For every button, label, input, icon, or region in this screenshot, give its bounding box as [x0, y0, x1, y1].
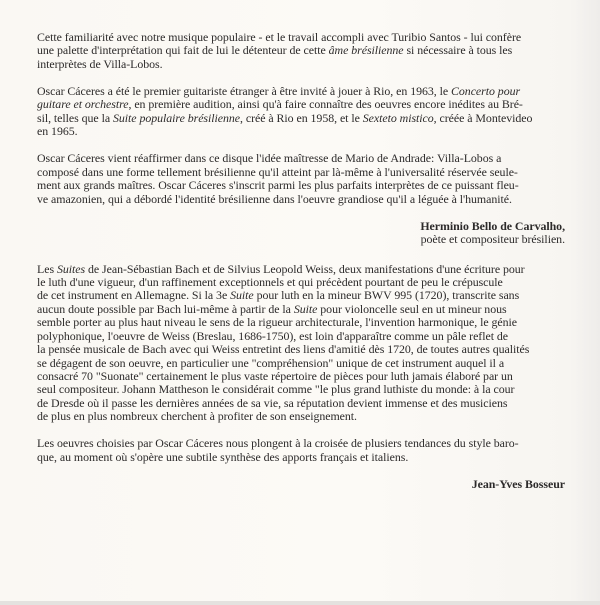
text-line	[37, 98, 567, 111]
text-line	[37, 179, 567, 192]
italic-title: Suite populaire brésilienne	[113, 110, 241, 125]
text-line	[37, 152, 567, 165]
italic-title: âme brésilienne	[328, 43, 404, 58]
text-line	[37, 357, 567, 370]
paragraph-familiarite	[37, 31, 567, 71]
text-line	[37, 437, 567, 450]
text-run: ment aux grands maîtres. Oscar Cáceres s'inscrit parmi les plus parfaits interprètes de ce puissant fleu-	[37, 178, 519, 193]
signature-role: poète et compositeur brésilien.	[420, 232, 565, 247]
italic-title: Suite	[230, 288, 254, 303]
text-line	[37, 370, 567, 383]
text-run: , en première audition, ainsi qu'à faire connaître des oeuvres encore inédites au Bré-	[128, 97, 523, 112]
text-run: seul compositeur. Johann Mattheson le considérait comme "le plus grand luthiste du monde: à la cour	[37, 382, 515, 397]
text-run: une palette d'interprétation qui fait de lui le détenteur de cette	[37, 43, 329, 58]
paragraph-rio	[37, 85, 567, 139]
liner-notes-text	[37, 31, 567, 507]
text-run: consacré 70 "Suonate" certainement le plus vaste répertoire de pièces pour luth jamais élaboré par un	[37, 368, 513, 383]
text-run: de Jean-Sébastian Bach et de Silvius Leopold Weiss, deux manifestations d'une écriture pour	[85, 261, 525, 276]
signature-name: Jean-Yves Bosseur	[471, 476, 565, 491]
paragraphs-bosseur	[37, 263, 567, 464]
page-bottom-edge	[0, 601, 600, 605]
text-run: sil, telles que la	[37, 110, 113, 125]
text-run: de Dresde où il passe les dernières années de sa vie, sa réputation devient immense et des musiciens	[37, 395, 508, 410]
text-run: , créée à Montevideo	[433, 110, 533, 125]
text-line	[37, 289, 567, 302]
text-line	[37, 263, 567, 276]
text-run: polyphonique, l'oeuvre de Weiss (Breslau, 1686-1750), est loin d'apparaître comme un pâle reflet de	[37, 328, 509, 343]
text-line	[37, 31, 567, 44]
signature-herminio	[37, 220, 567, 247]
text-run: le luth d'une vigueur, d'un raffinement exceptionnels et qui précèdent pourtant de peu le crépuscule	[37, 275, 503, 290]
signature-name: Herminio Bello de Carvalho,	[420, 218, 565, 233]
text-line	[37, 330, 567, 343]
text-run: Oscar Cáceres a été le premier guitariste étranger à être invité à jouer à Rio, en 1963, le	[37, 84, 452, 99]
text-line	[37, 316, 567, 329]
italic-title: Suite	[293, 301, 318, 316]
text-line	[37, 85, 567, 98]
text-run: semble porter au plus haut niveau le sens de la rigueur architecturale, l'invention harmonique, le génie	[37, 315, 517, 330]
text-run: si nécessaire à tous les	[403, 43, 513, 58]
paragraph-suites	[37, 263, 567, 424]
paragraph-andrade	[37, 152, 567, 206]
text-line	[37, 193, 567, 206]
text-run: aucun doute possible par Bach lui-même à partir de la	[37, 301, 294, 316]
text-run: en 1965.	[37, 124, 78, 139]
text-run: Oscar Cáceres vient réaffirmer dans ce disque l'idée maîtresse de Mario de Andrade: Villa-Lobos a	[37, 151, 502, 166]
text-run: Les oeuvres choisies par Oscar Cáceres nous plongent à la croisée de plusiers tendances du style baro-	[37, 436, 519, 451]
text-line	[37, 44, 567, 57]
signature-bosseur	[37, 478, 567, 491]
italic-title: Suites	[56, 261, 86, 276]
text-line	[37, 112, 567, 125]
text-line	[37, 383, 567, 396]
text-run: pour luth en la mineur BWV 995 (1720), transcrite sans	[253, 288, 520, 303]
text-line	[37, 58, 567, 71]
text-line	[37, 303, 567, 316]
text-run: composé dans une forme tellement brésilienne qu'il atteint par là-même à l'universalité réservée seule-	[37, 164, 518, 179]
text-line	[37, 410, 567, 423]
text-run: , créé à Rio en 1958, et le	[240, 110, 363, 125]
text-run: que, au moment où s'opère une subtile synthèse des apports français et italiens.	[37, 449, 409, 464]
text-line	[37, 343, 567, 356]
paragraph-oeuvres	[37, 437, 567, 464]
text-run: Cette familiarité avec notre musique populaire - et le travail accompli avec Turibio Santos - lui confère	[37, 30, 522, 44]
text-run: pour violoncelle seul en ut mineur nous	[317, 301, 507, 316]
italic-title: guitare et orchestre	[37, 97, 129, 112]
text-line	[37, 451, 567, 464]
text-line	[37, 397, 567, 410]
text-run: interprètes de Villa-Lobos.	[37, 56, 163, 71]
italic-title: Sexteto mistico	[362, 110, 434, 125]
paragraphs-herminio	[37, 31, 567, 206]
text-line	[37, 276, 567, 289]
italic-title: Concerto pour	[451, 84, 521, 99]
text-run: de plus en plus nombreux cherchent à profiter de son enseignement.	[37, 409, 357, 424]
text-run: se dégagent de son oeuvre, en particulier une "compréhension" unique de cet instrument auquel il a	[37, 355, 505, 370]
text-run: de cet instrument en Allemagne. Si la 3e	[37, 288, 231, 303]
text-run: ve amazonien, qui a débordé l'identité brésilienne dans l'oeuvre grandiose qu'il a léguée à l'humanité.	[37, 191, 512, 206]
text-run: la pensée musicale de Bach avec qui Weiss entretint des liens d'amitié dès 1720, de toutes autres qualités	[37, 342, 530, 357]
text-run: Les	[37, 261, 57, 276]
text-line	[37, 125, 567, 138]
text-line	[37, 166, 567, 179]
